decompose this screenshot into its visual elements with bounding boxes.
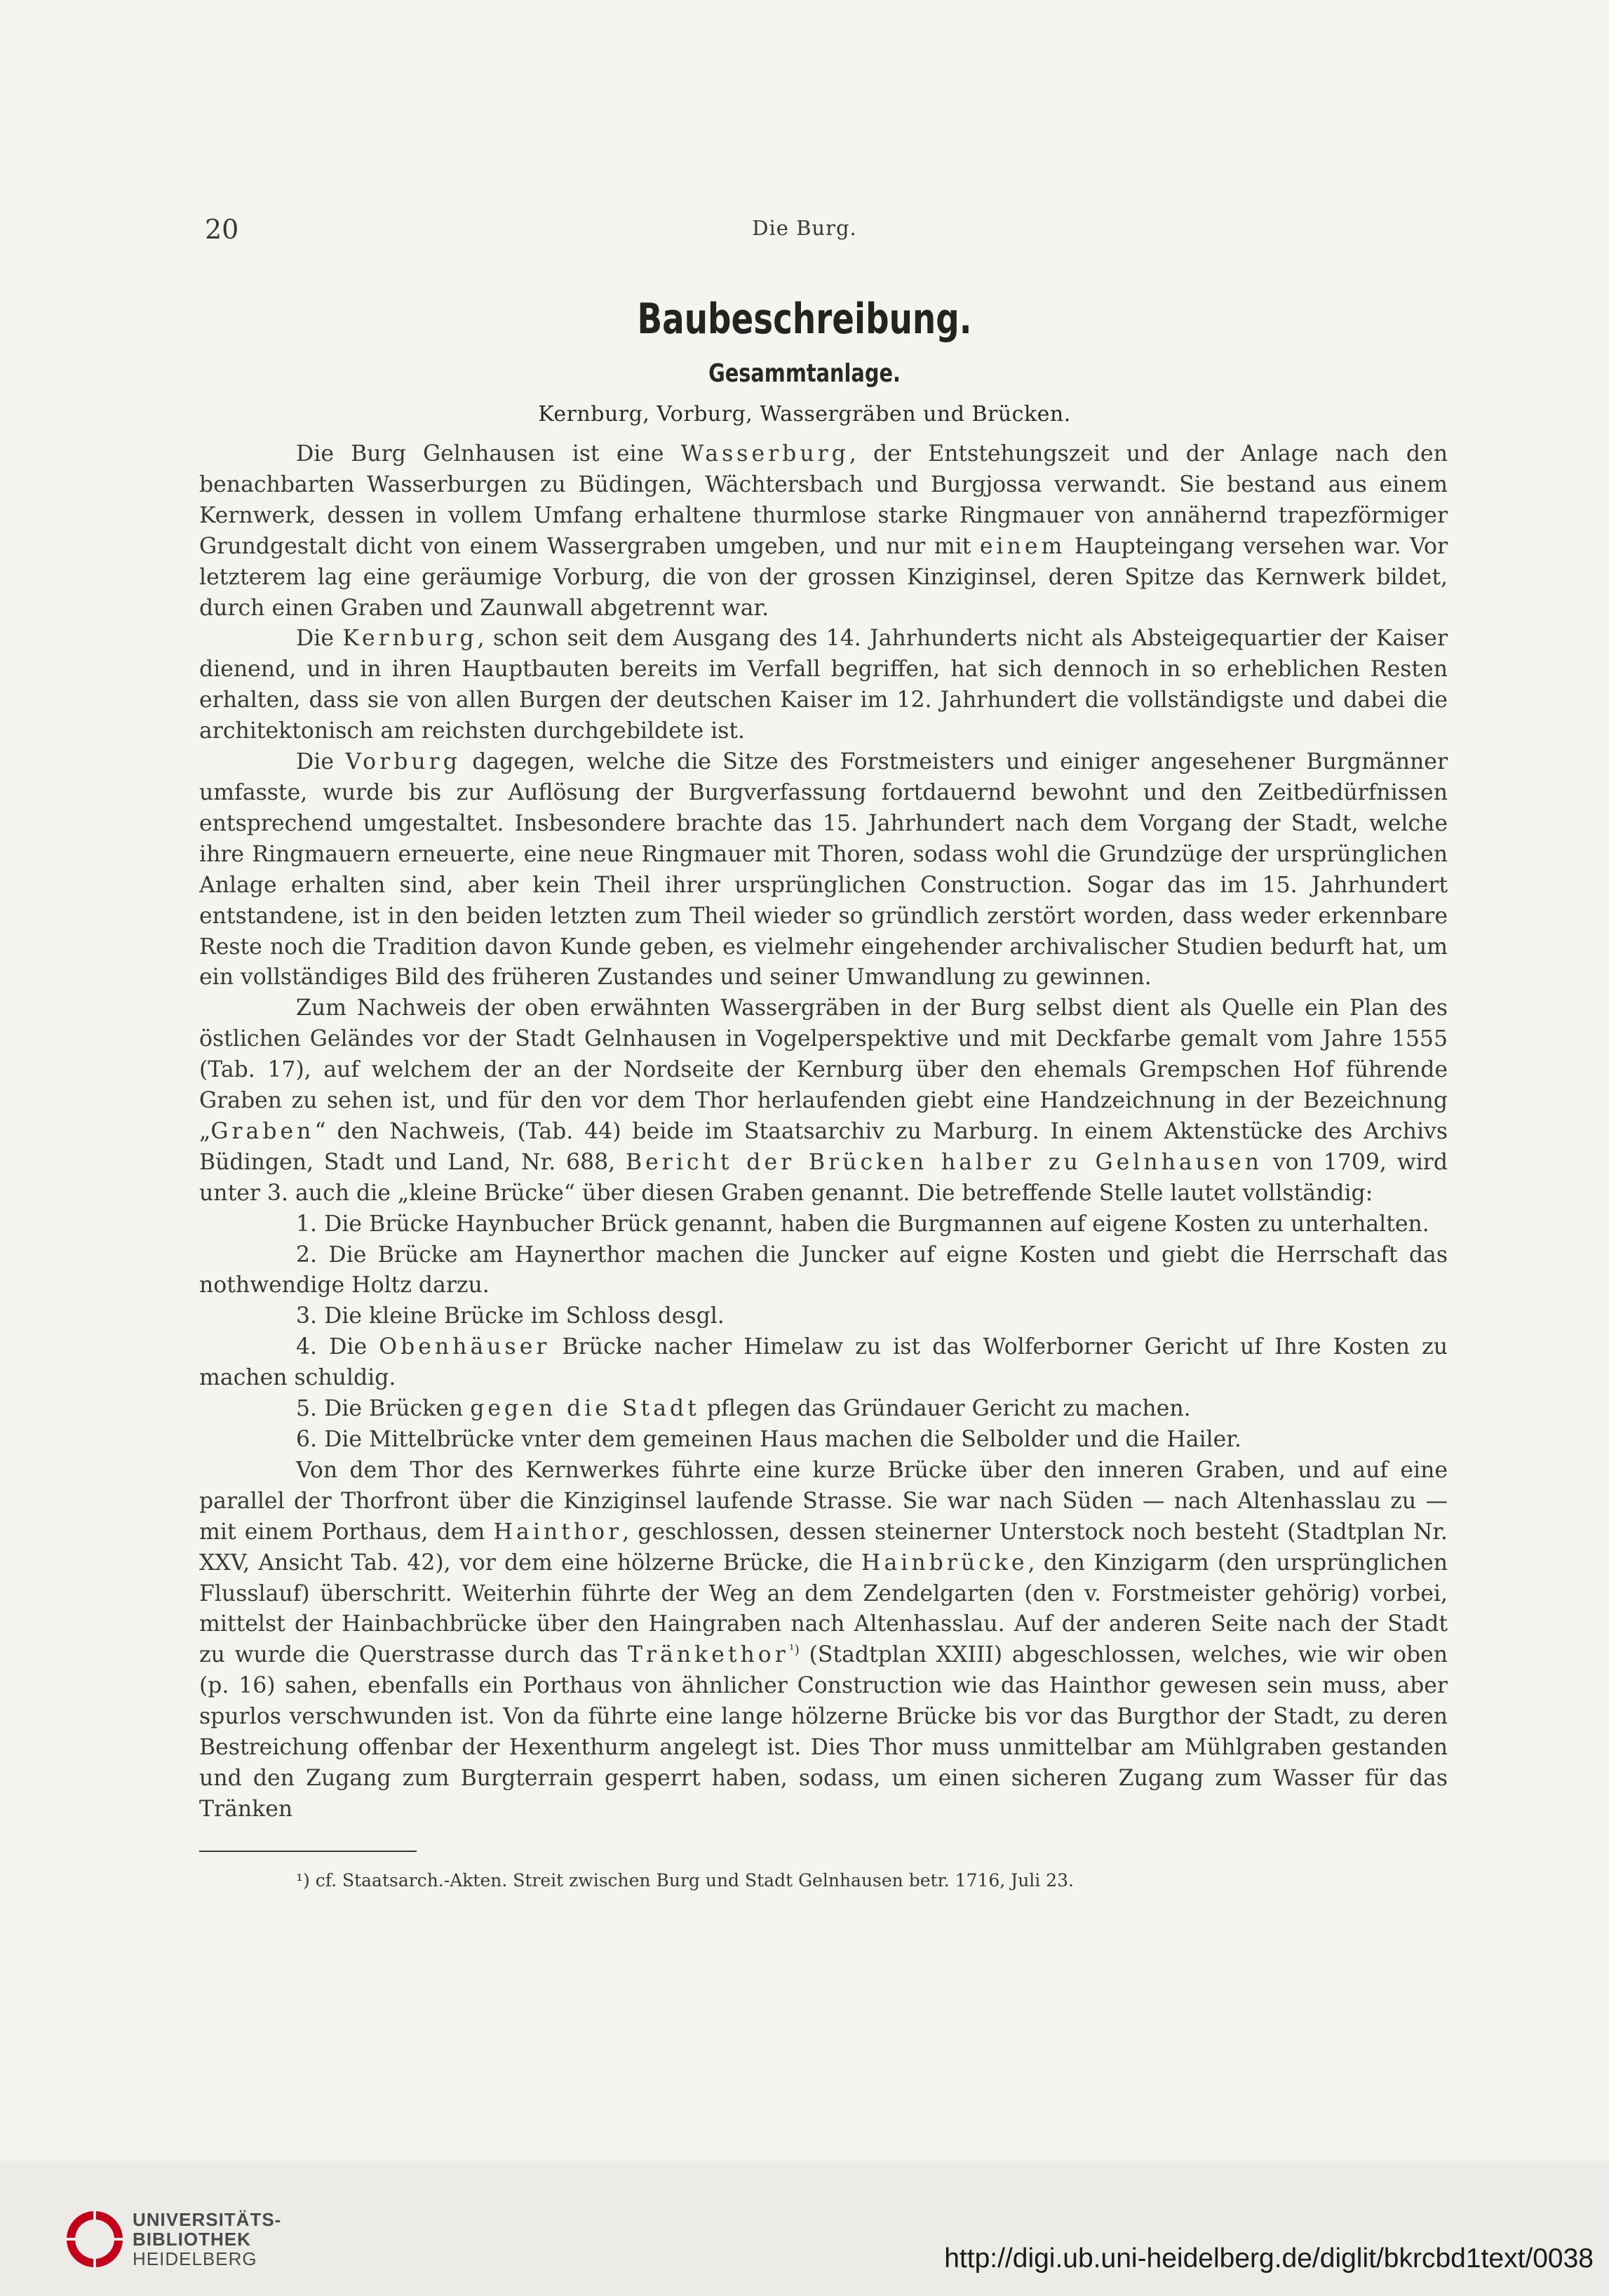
list-item: 2. Die Brücke am Haynerthor machen die Juncker auf eigne Kosten und giebt die Herrschaft das nothwendige Holtz darzu. bbox=[199, 1242, 1448, 1298]
footnote-divider bbox=[199, 1851, 417, 1852]
page-title: Baubeschreibung. bbox=[637, 295, 972, 344]
body-text bbox=[199, 439, 1448, 1825]
library-seal-icon bbox=[65, 2210, 124, 2269]
paragraph: Die Burg Gelnhausen ist eine Wasserburg, der Entstehungszeit und der Anlage nach den benachbarten Wasserburgen zu Büdingen, Wächtersbach und Burgjossa verwandt. Sie bestand aus einem Kernwerk, dessen in vollem Umfang erhaltene thurmlose starke Ringmauer von annähernd trapezförmiger Grundgestalt dicht von einem Wassergraben umgeben, und nur mit einem Haupteingang versehen war. Vor letzterem lag eine geräumige Vorburg, die von der grossen Kinziginsel, deren Spitze das Kernwerk bildet, durch einen Graben und Zaunwall abgetrennt war. bbox=[199, 441, 1448, 621]
page-number: 20 bbox=[205, 214, 239, 245]
paragraph: Von dem Thor des Kernwerkes führte eine kurze Brücke über den inneren Graben, und auf eine parallel der Thorfront über die Kinziginsel laufende Strasse. Sie war nach Süden — nach Altenhasslau zu — mit einem Porthaus, dem Hainthor, geschlossen, dessen steinerner Unterstock noch besteht (Stadtplan Nr. XXV, Ansicht Tab. 42), vor dem eine hölzerne Brücke, die Hainbrücke, den Kinzigarm (den ursprünglichen Flusslauf) überschritt. Weiterhin führte der Weg an dem Zendelgarten (den v. Forstmeister gehörig) vorbei, mittelst der Hainbachbrücke über den Haingraben nach Altenhasslau. Auf der anderen Seite nach der Stadt zu wurde die Querstrasse durch das Tränkethor$^{^1)}$ (Stadtplan XXIII) abgeschlossen, welches, wie wir oben (p. 16) sahen, ebenfalls ein Porthaus von ähnlicher Construction wie das Hainthor gewesen sein muss, aber spurlos verschwunden ist. Von da führte eine lange hölzerne Brücke bis vor das Burgthor der Stadt, zu deren Bestreichung offenbar der Hexenthurm angelegt ist. Dies Thor muss unmittelbar am Mühlgraben gestanden und den Zugang zum Burgterrain gesperrt haben, sodass, um einen sicheren Zugang zum Wasser für das Tränken bbox=[199, 1457, 1448, 1822]
list-item: 5. Die Brücken gegen die Stadt pflegen das Gründauer Gericht zu machen. bbox=[296, 1396, 1191, 1422]
footnote: ¹) cf. Staatsarch.-Akten. Streit zwischen Burg und Stadt Gelnhausen betr. 1716, Juli 23. bbox=[296, 1870, 1074, 1891]
list-item: 4. Die Obenhäuser Brücke nacher Himelaw zu ist das Wolferborner Gericht uf Ihre Kosten zu machen schuldig. bbox=[199, 1334, 1448, 1391]
section-heading: Kernburg, Vorburg, Wassergräben und Brücken. bbox=[538, 402, 1071, 427]
list-item: 3. Die kleine Brücke im Schloss desgl. bbox=[296, 1303, 725, 1329]
running-head: Die Burg. bbox=[752, 216, 857, 240]
list-item: 6. Die Mittelbrücke vnter dem gemeinen Haus machen die Selbolder und die Hailer. bbox=[296, 1427, 1241, 1452]
list-item: 1. Die Brücke Haynbucher Brück genannt, haben die Burgmannen auf eigene Kosten zu unterhalten. bbox=[296, 1211, 1429, 1237]
paragraph: Die Kernburg, schon seit dem Ausgang des 14. Jahrhunderts nicht als Absteigequartier der Kaiser dienend, und in ihren Hauptbauten bereits im Verfall begriffen, hat sich dennoch in so erheblichen Resten erhalten, dass sie von allen Burgen der deutschen Kaiser im 12. Jahrhundert die vollständigste und dabei die architektonisch am reichsten durchgebildete ist. bbox=[199, 626, 1448, 744]
library-name: UNIVERSITÄTS- BIBLIOTHEK HEIDELBERG bbox=[133, 2209, 282, 2269]
paragraph: Zum Nachweis der oben erwähnten Wassergräben in der Burg selbst dient als Quelle ein Plan des östlichen Geländes vor der Stadt Gelnhausen in Vogelperspektive und mit Deckfarbe gemalt vom Jahre 1555 (Tab. 17), auf welchem der an der Nordseite der Kernburg über den ehemals Grempschen Hof führende Graben zu sehen ist, und für den vor dem Thor herlaufenden giebt eine Handzeichnung in der Bezeichnung „Graben“ den Nachweis, (Tab. 44) beide im Staatsarchiv zu Marburg. In einem Aktenstücke des Archivs Büdingen, Stadt und Land, Nr. 688, Bericht der Brücken halber zu Gelnhausen von 1709, wird unter 3. auch die „kleine Brücke“ über diesen Graben genannt. Die betreffende Stelle lautet vollständig: bbox=[199, 995, 1448, 1206]
section-subtitle: Gesammtanlage. bbox=[708, 359, 901, 388]
library-logo[interactable] bbox=[65, 2210, 281, 2269]
paragraph: Die Vorburg dagegen, welche die Sitze des Forstmeisters und einiger angesehener Burgmänner umfasste, wurde bis zur Auflösung der Burgverfassung fortdauernd bewohnt und den Zeitbedürfnissen entsprechend umgestaltet. Insbesondere brachte das 15. Jahrhundert nach dem Vorgang der Stadt, welche ihre Ringmauern erneuerte, eine neue Ringmauer mit Thoren, sodass wohl die Grundzüge der ursprünglichen Anlage erhalten sind, aber kein Theil ihrer ursprünglichen Construction. Sogar das im 15. Jahrhundert entstandene, ist in den beiden letzten zum Theil wieder so gründlich zerstört worden, dass weder erkennbare Reste noch die Tradition davon Kunde geben, es vielmehr eingehender archivalischer Studien bedurft hat, um ein vollständiges Bild des früheren Zustandes und seiner Umwandlung zu gewinnen. bbox=[199, 749, 1448, 991]
footnote-marker: ¹) bbox=[788, 1642, 800, 1658]
source-url[interactable]: http://digi.ub.uni-heidelberg.de/diglit/bkrcbd1text/0038 bbox=[944, 2243, 1594, 2274]
